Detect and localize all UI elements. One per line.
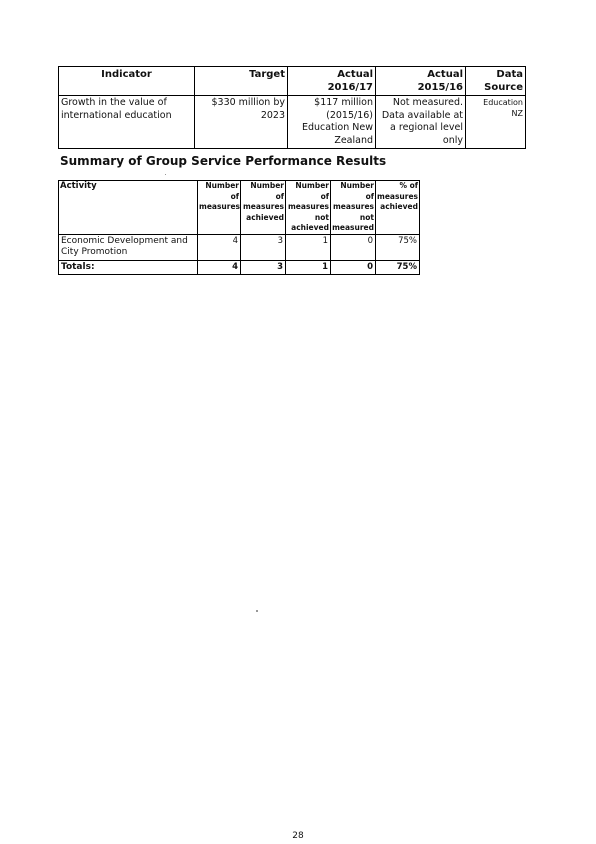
data-source-header: [466, 67, 526, 96]
percent-achieved-cell: 75%: [376, 234, 420, 260]
cell-line: 2023: [260, 109, 285, 121]
actual-2016-17-cell: [288, 96, 376, 149]
cell-line: Education New: [301, 122, 373, 133]
header-line: of: [320, 191, 329, 201]
measures-not-measured-cell: 0: [331, 234, 376, 260]
actual-2016-17-header: [288, 67, 376, 96]
cell-line: international education: [61, 109, 172, 121]
actual-2015-16-cell: [376, 96, 466, 149]
number-of-measures-cell: 4: [198, 234, 241, 260]
header-line: achieved: [380, 202, 418, 211]
header-line: measured: [332, 223, 374, 232]
indicator-header: [59, 67, 195, 96]
header-line: achieved: [291, 223, 329, 232]
cell-line: a regional level: [390, 122, 463, 133]
percent-achieved-header: [376, 181, 420, 235]
totals-number-of-measures: 4: [198, 260, 241, 275]
header-line: of: [365, 191, 374, 201]
target-cell: [195, 96, 288, 149]
measures-not-achieved-cell: 1: [286, 234, 331, 260]
cell-line: City Promotion: [61, 247, 128, 257]
header-line: measures: [199, 202, 241, 211]
totals-row: [59, 260, 420, 275]
cell-line: Education: [483, 98, 523, 107]
cell-line: Economic Development and: [61, 235, 188, 246]
totals-percent-achieved: 75%: [376, 260, 420, 275]
totals-measures-achieved: 3: [241, 260, 286, 275]
target-header: [195, 67, 288, 96]
data-source-cell: [466, 96, 526, 149]
cell-line: (2015/16): [326, 109, 373, 121]
actual-2015-16-header: [376, 67, 466, 96]
cell-line: NZ: [511, 109, 523, 118]
header-line: of: [275, 191, 284, 201]
header-line: of: [230, 191, 239, 201]
table-row: [59, 234, 420, 260]
header-line: Actual: [427, 69, 463, 80]
measures-achieved-cell: 3: [241, 234, 286, 260]
totals-measures-not-measured: 0: [331, 260, 376, 275]
totals-label: Totals:: [59, 260, 198, 275]
header-line: % of: [399, 181, 418, 190]
table-row: [59, 96, 526, 149]
header-line: measures: [377, 191, 419, 201]
summary-table: [58, 180, 420, 275]
cell-line: Growth in the value of: [61, 97, 167, 108]
header-line: Number: [250, 181, 284, 190]
page-number: 28: [292, 831, 304, 841]
number-of-measures-header: [198, 181, 241, 235]
cell-line: only: [442, 134, 463, 146]
header-line: Source: [484, 82, 523, 93]
header-line: 2015/16: [417, 82, 463, 93]
header-line: not: [314, 212, 329, 222]
header-line: Number: [340, 181, 374, 190]
target-header-label: Target: [249, 69, 285, 80]
measures-not-measured-header: [331, 181, 376, 235]
cell-line: $117 million: [314, 97, 373, 108]
indicator-table-header-row: [59, 67, 526, 96]
cell-line: Data available at: [381, 109, 463, 121]
header-line: Actual: [337, 69, 373, 80]
totals-measures-not-achieved: 1: [286, 260, 331, 275]
scan-speck: [256, 610, 258, 612]
cell-line: Zealand: [334, 134, 373, 146]
cell-line: Not measured.: [392, 97, 463, 108]
header-line: measures: [332, 202, 374, 211]
indicator-cell: [59, 96, 195, 149]
indicator-table: [58, 66, 526, 149]
scan-speck: [165, 174, 166, 175]
header-line: Number: [295, 181, 329, 190]
header-line: achieved: [246, 212, 284, 222]
activity-cell: [59, 234, 198, 260]
measures-achieved-header: [241, 181, 286, 235]
header-line: measures: [242, 202, 284, 211]
activity-header: [59, 181, 198, 235]
measures-not-achieved-header: [286, 181, 331, 235]
cell-line: $330 million by: [211, 97, 285, 108]
header-line: measures: [287, 202, 329, 211]
section-heading: Summary of Group Service Performance Results: [60, 154, 387, 168]
header-line: not: [359, 212, 374, 222]
header-line: 2016/17: [327, 82, 373, 93]
activity-header-label: Activity: [60, 181, 97, 191]
summary-table-header-row: [59, 181, 420, 235]
indicator-header-label: Indicator: [101, 69, 152, 80]
header-line: Data: [496, 69, 523, 80]
header-line: Number: [205, 181, 239, 190]
